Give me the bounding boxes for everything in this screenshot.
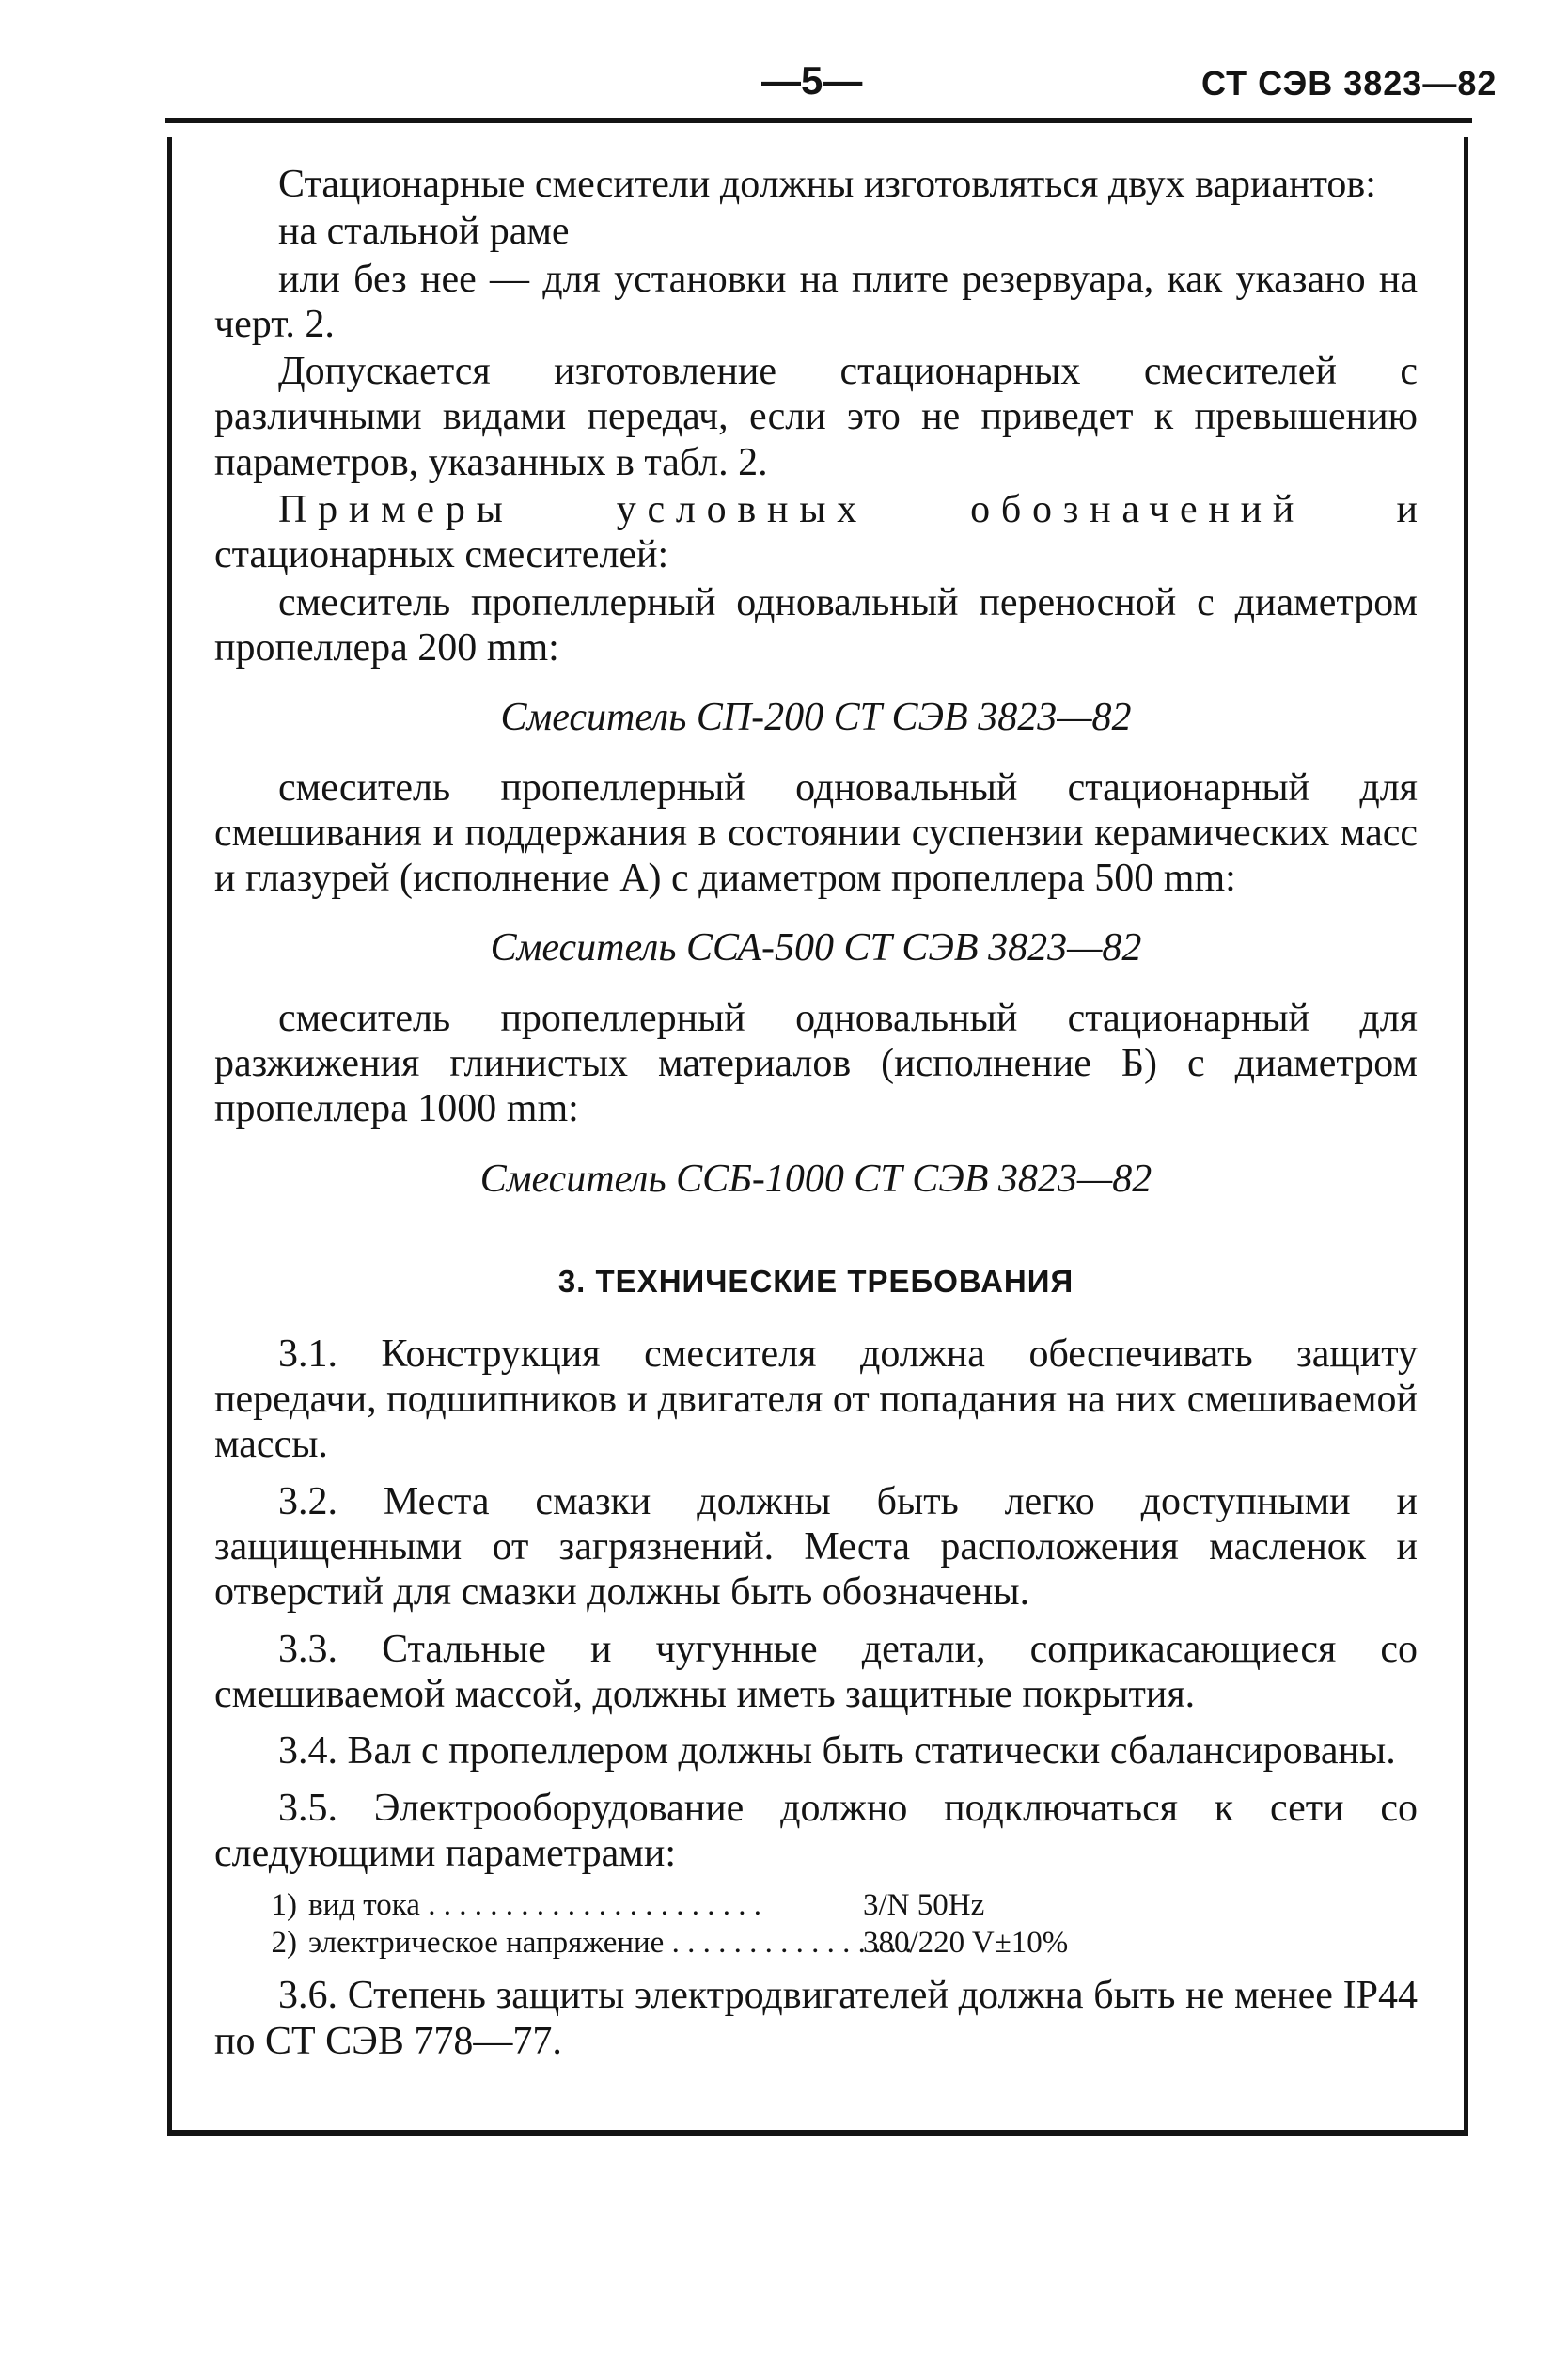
variant-1: на стальной раме (278, 210, 570, 254)
parameter-name-text: электрическое напряжение (308, 1925, 665, 1960)
document-code: СТ СЭВ 3823—82 (1201, 64, 1497, 102)
parameter-name (308, 1887, 863, 1925)
item-3-4: 3.4. Вал с пропеллером должны быть статически сбалансированы. (278, 1729, 1396, 1773)
top-rule (165, 118, 1472, 123)
leader-dots: . . . . . . . . . . . . . . . . (664, 1925, 913, 1960)
item-3-5: 3.5. Электрооборудование должно подключаться к сети со следующими параметрами: (214, 1786, 1418, 1875)
parameter-row (214, 1887, 1418, 1925)
item-3-6: 3.6. Степень защиты электродвигателей должна быть не менее IP44 по СТ СЭВ 778—77. (214, 1974, 1418, 2063)
parameter-name-text: вид тока (308, 1888, 420, 1923)
page-number: —5— (761, 58, 863, 102)
example-1-description: смеситель пропеллерный одновальный переносной с диаметром пропеллера 200 mm: (214, 580, 1418, 670)
example-3-designation: Смеситель ССБ-1000 СТ СЭВ 3823—82 (479, 1157, 1152, 1201)
parameter-value: 380/220 V±10% (863, 1925, 1069, 1960)
parameter-number: 1) (271, 1888, 297, 1923)
example-2-designation: Смеситель ССА-500 СТ СЭВ 3823—82 (490, 926, 1142, 970)
section-heading-text: 3. ТЕХНИЧЕСКИЕ ТРЕБОВАНИЯ (557, 1263, 1074, 1299)
examples-lead-rest: и стационарных смесителей: (214, 488, 1418, 577)
examples-lead (214, 487, 1418, 578)
example-1-designation: Смеситель СП-200 СТ СЭВ 3823—82 (500, 696, 1132, 740)
allowance-paragraph: Допускается изготовление стационарных смесителей с различными видами передач, если это не приведет к превышению параметров, указанных в табл. 2. (214, 350, 1418, 484)
variants-paragraph: Стационарные смесители должны изготовляться двух вариантов: (278, 163, 1376, 206)
parameter-number: 2) (271, 1925, 297, 1960)
variant-2: или без нее — для установки на плите резервуара, как указано на черт. 2. (214, 257, 1418, 346)
parameter-name (308, 1925, 913, 1962)
example-2-description: смеситель пропеллерный одновальный стационарный для смешивания и поддержания в состоянии суспензии керамических масс и глазурей (исполнение А) с диаметром пропеллера 500 mm: (214, 765, 1418, 901)
parameter-list (214, 1887, 1418, 1962)
example-3-description: смеситель пропеллерный одновальный стационарный для разжижения глинистых материалов (исполнение Б) с диаметром пропеллера 1000 mm: (214, 996, 1418, 1131)
document-body (214, 162, 1418, 2075)
section-heading (214, 1264, 1418, 1300)
item-3-2: 3.2. Места смазки должны быть легко доступными и защищенными от загрязнений. Места расположения масленок и отверстий для смазки должны быть обозначены. (214, 1479, 1418, 1615)
item-3-1: 3.1. Конструкция смесителя должна обеспечивать защиту передачи, подшипников и двигателя от попадания на них смешиваемой массы. (214, 1332, 1418, 1467)
examples-lead-spaced: Примеры условных обозначений (278, 488, 1306, 532)
parameter-row (214, 1925, 1418, 1962)
parameter-value: 3/N 50Hz (863, 1888, 985, 1923)
leader-dots: . . . . . . . . . . . . . . . . . . . . . . (419, 1888, 761, 1923)
item-3-3: 3.3. Стальные и чугунные детали, соприкасающиеся со смешиваемой массой, должны иметь защитные покрытия. (214, 1627, 1418, 1716)
